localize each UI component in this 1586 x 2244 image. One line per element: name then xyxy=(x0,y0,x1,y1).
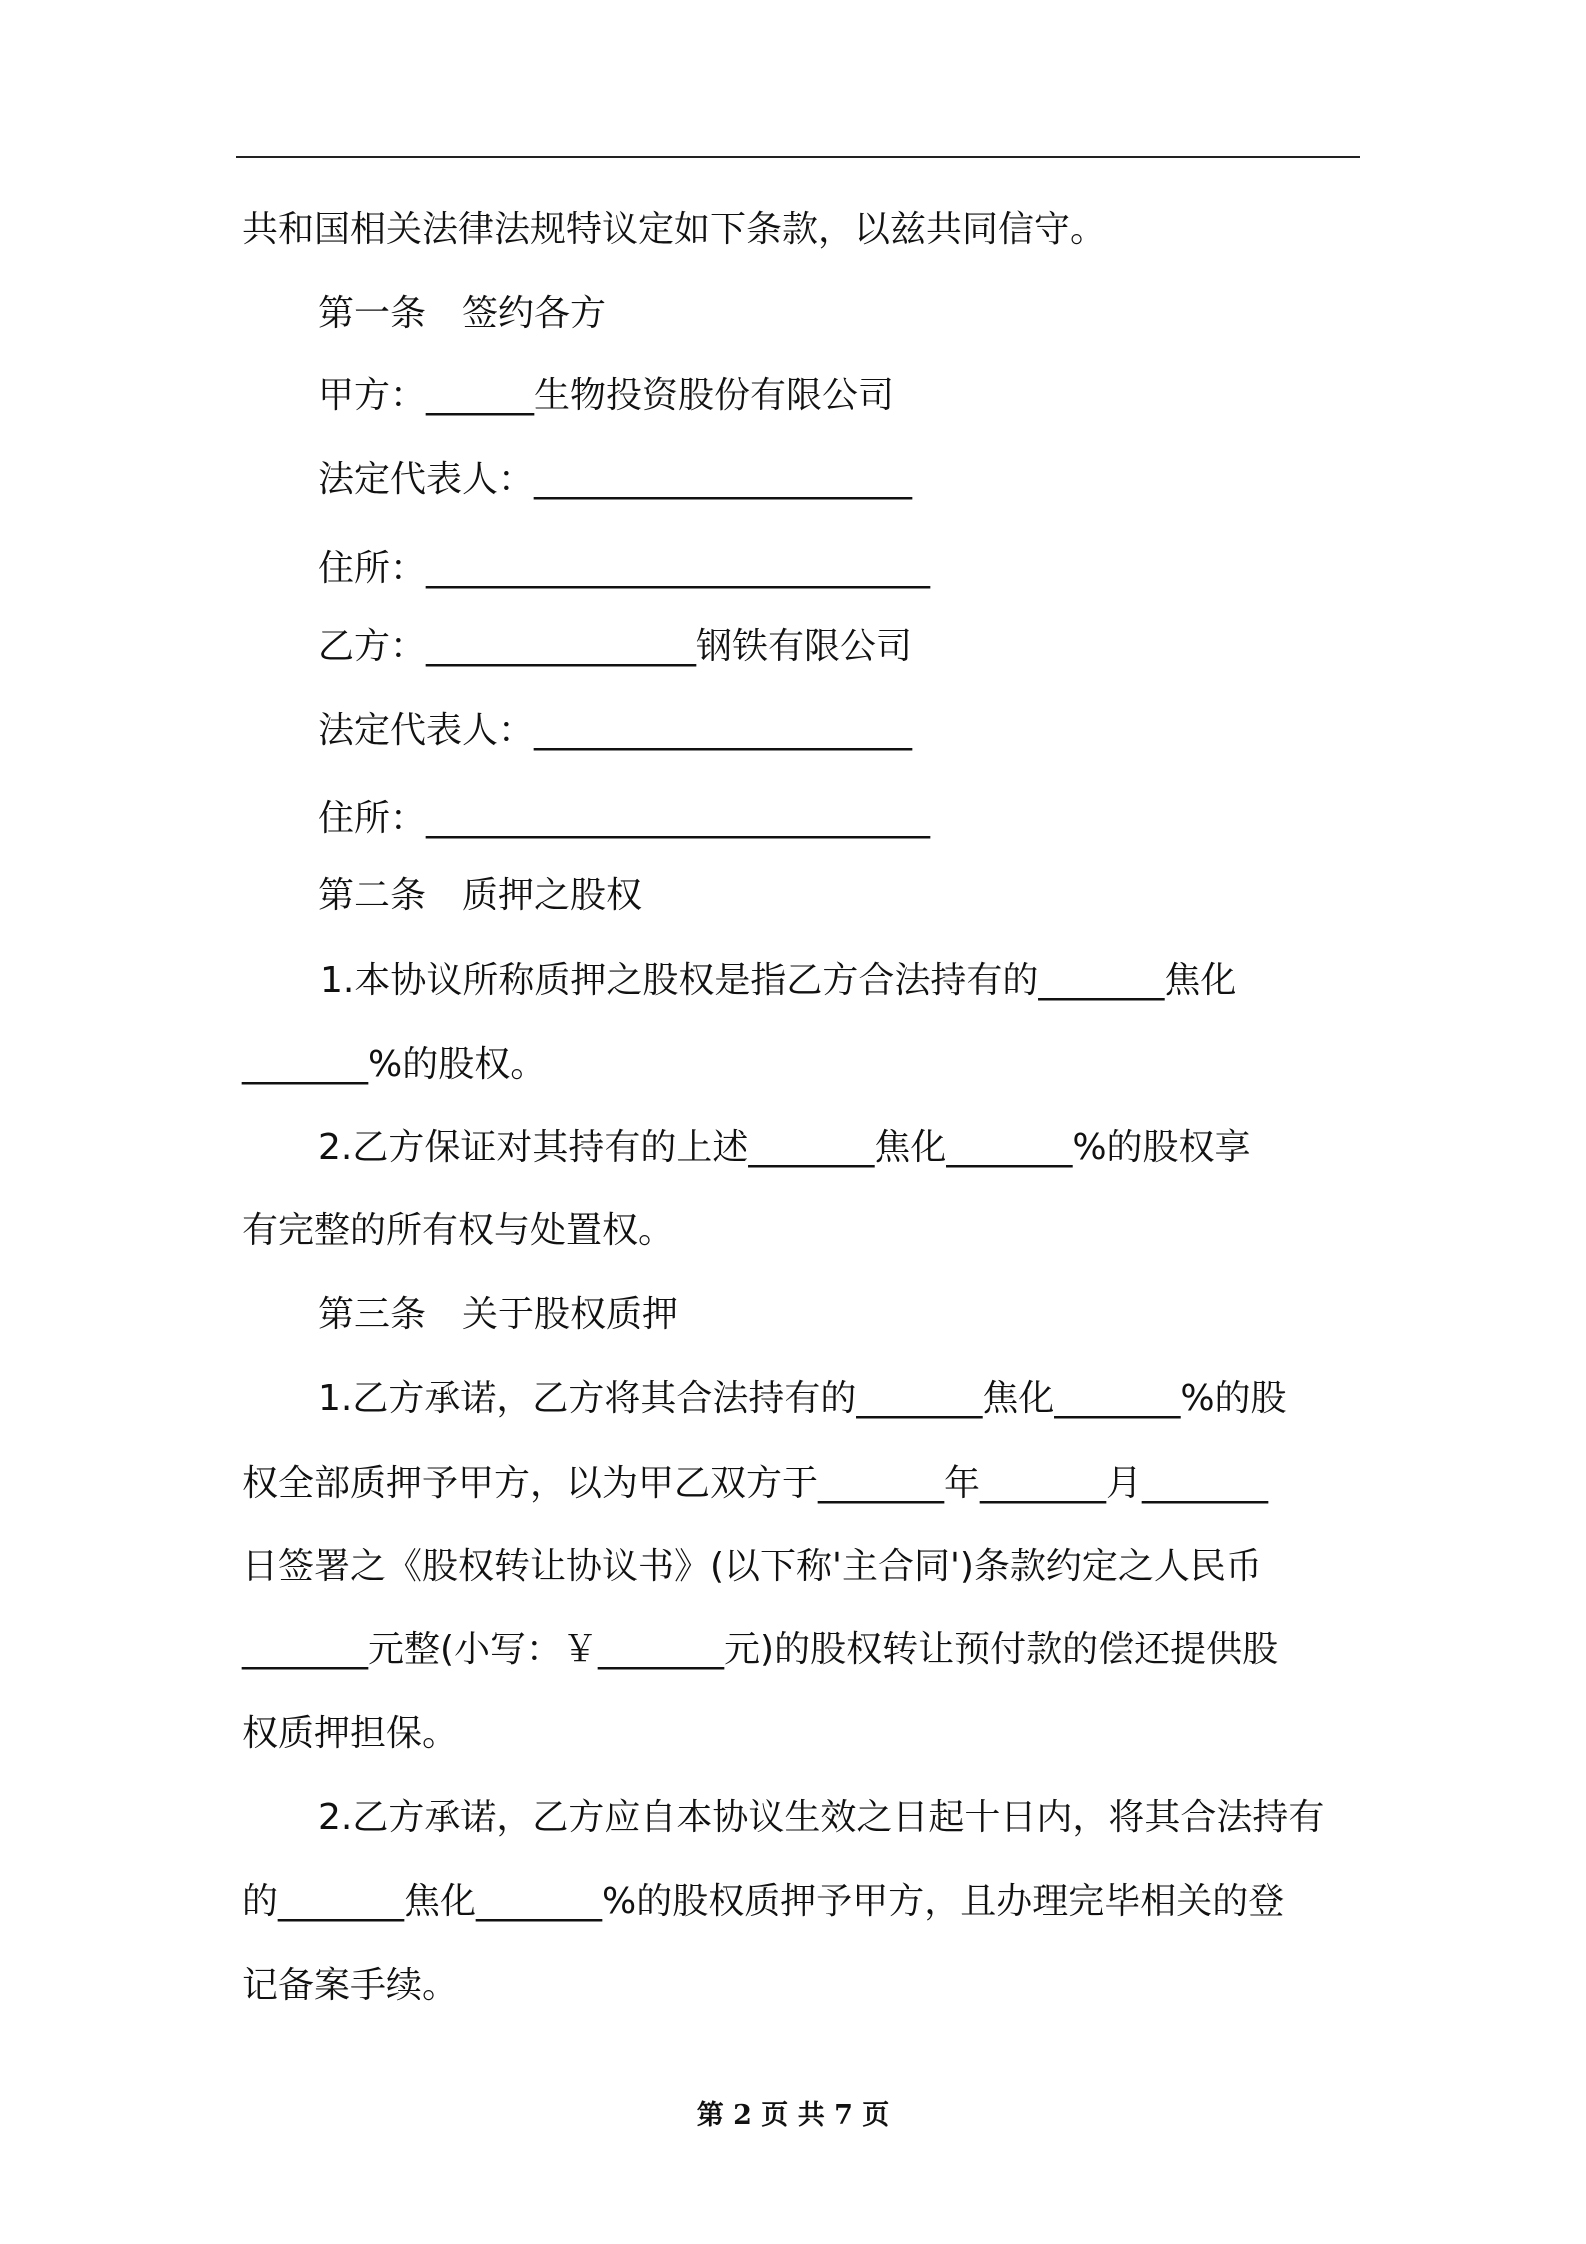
text-line: 住所：____________________________ xyxy=(318,798,931,839)
text-line: 住所：____________________________ xyxy=(318,548,931,589)
text-line: 2.乙方承诺，乙方应自本协议生效之日起十日内，将其合法持有 xyxy=(318,1797,1325,1838)
text-line: 甲方：______生物投资股份有限公司 xyxy=(318,375,895,416)
text-line: _______元整(小写：￥_______元)的股权转让预付款的偿还提供股 xyxy=(242,1629,1279,1670)
text-line: 1.乙方承诺，乙方将其合法持有的_______焦化_______%的股 xyxy=(318,1378,1287,1419)
text-line: 权全部质押予甲方，以为甲乙双方于_______年_______月_______ xyxy=(242,1463,1269,1504)
text-line: 2.乙方保证对其持有的上述_______焦化_______%的股权享 xyxy=(318,1127,1251,1168)
text-line: 日签署之《股权转让协议书》(以下称'主合同')条款约定之人民币 xyxy=(242,1546,1262,1587)
article-heading: 第二条 质押之股权 xyxy=(318,875,643,916)
text-line: 1.本协议所称质押之股权是指乙方合法持有的_______焦化 xyxy=(320,960,1237,1001)
text-line: 共和国相关法律法规特议定如下条款，以兹共同信守。 xyxy=(242,209,1107,250)
text-line: _______%的股权。 xyxy=(242,1044,547,1085)
text-line: 有完整的所有权与处置权。 xyxy=(242,1210,675,1251)
text-line: 记备案手续。 xyxy=(242,1965,459,2006)
page-number: 第 2 页 共 7 页 xyxy=(696,2100,890,2131)
text-line: 法定代表人：_____________________ xyxy=(318,710,913,751)
text-line: 法定代表人：_____________________ xyxy=(318,459,913,500)
text-line: 权质押担保。 xyxy=(242,1713,459,1754)
header-rule xyxy=(236,156,1360,158)
article-heading: 第三条 关于股权质押 xyxy=(318,1294,679,1335)
text-line: 乙方：_______________钢铁有限公司 xyxy=(318,626,913,667)
text-line: 的_______焦化_______%的股权质押予甲方，且办理完毕相关的登 xyxy=(242,1881,1285,1922)
article-heading: 第一条 签约各方 xyxy=(318,293,607,334)
